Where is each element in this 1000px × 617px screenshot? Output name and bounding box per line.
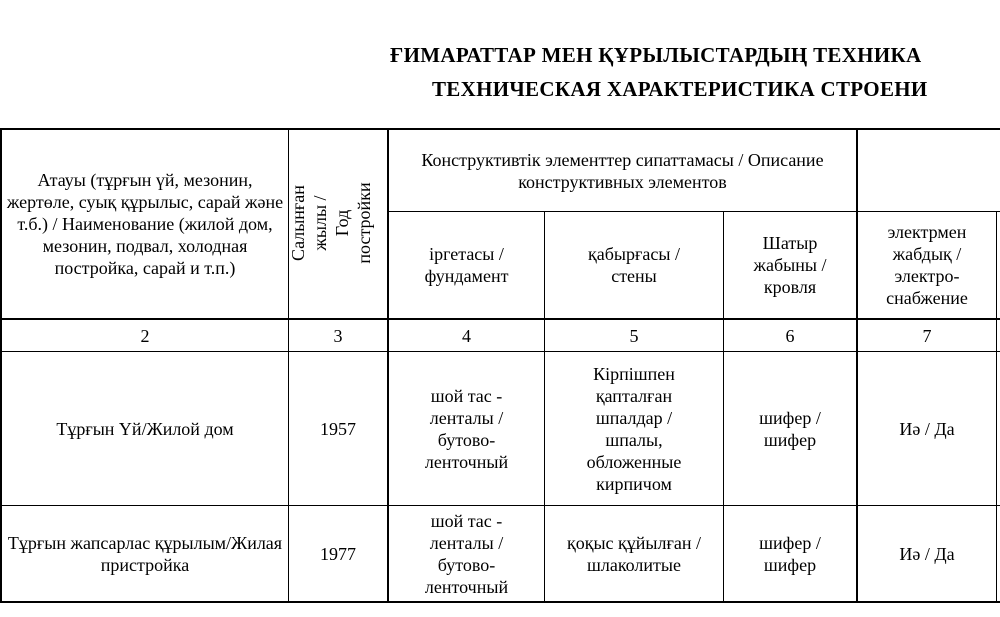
col-number: 4 [462,325,471,346]
row1-name: Тұрғын Үй/Жилой дом [56,418,234,439]
characteristics-table [0,128,1000,603]
header-foundation: іргетасы / фундамент [424,244,509,286]
header-walls: қабырғасы / стены [588,244,680,286]
row2-walls: қоқыс құйылған / шлаколитые [566,532,702,575]
col-number: 3 [333,325,343,346]
col-number: 2 [140,325,150,346]
header-year: Салынған жылы / Год постройки [288,182,374,264]
row2-roof: шифер / шифер [759,532,821,575]
page-title-kz: ҒИМАРАТТАР МЕН ҚҰРЫЛЫСТАРДЫҢ ТЕХНИКА [390,43,922,67]
col-number: 5 [629,325,639,346]
row2-electric: Иә / Да [899,543,955,564]
row1-roof: шифер / шифер [759,407,821,450]
row1-walls: Кірпішпен қапталған шпалдар / шпалы, обложенные кирпичом [586,363,682,494]
header-name: Атауы (тұрғын үй, мезонин, жертөле, суық құрылыс, сарай және т.б.) / Наименование (жилой дом, мезонин, подвал, холодная постройка, сарай и т.п.) [6,170,284,278]
row1-year: 1957 [320,418,356,439]
page-title-ru: ТЕХНИЧЕСКАЯ ХАРАКТЕРИСТИКА СТРОЕНИ [432,77,928,101]
row2-year: 1977 [320,543,356,564]
col-number: 7 [922,325,932,346]
row1-foundation: шой тас - ленталы / бутово-ленточный [424,385,509,472]
col-number: 6 [785,325,795,346]
header-electric: электрмен жабдық / электро-снабжение [886,222,968,308]
row2-name: Тұрғын жапсарлас құрылым/Жилая пристройка [7,532,283,575]
header-constructive: Конструктивтік элементтер сипаттамасы / Описание конструктивных элементов [421,149,824,192]
header-roof: Шатыр жабыны / кровля [753,233,827,297]
row2-foundation: шой тас - ленталы / бутово-ленточный [424,510,509,597]
row1-electric: Иә / Да [899,418,955,439]
